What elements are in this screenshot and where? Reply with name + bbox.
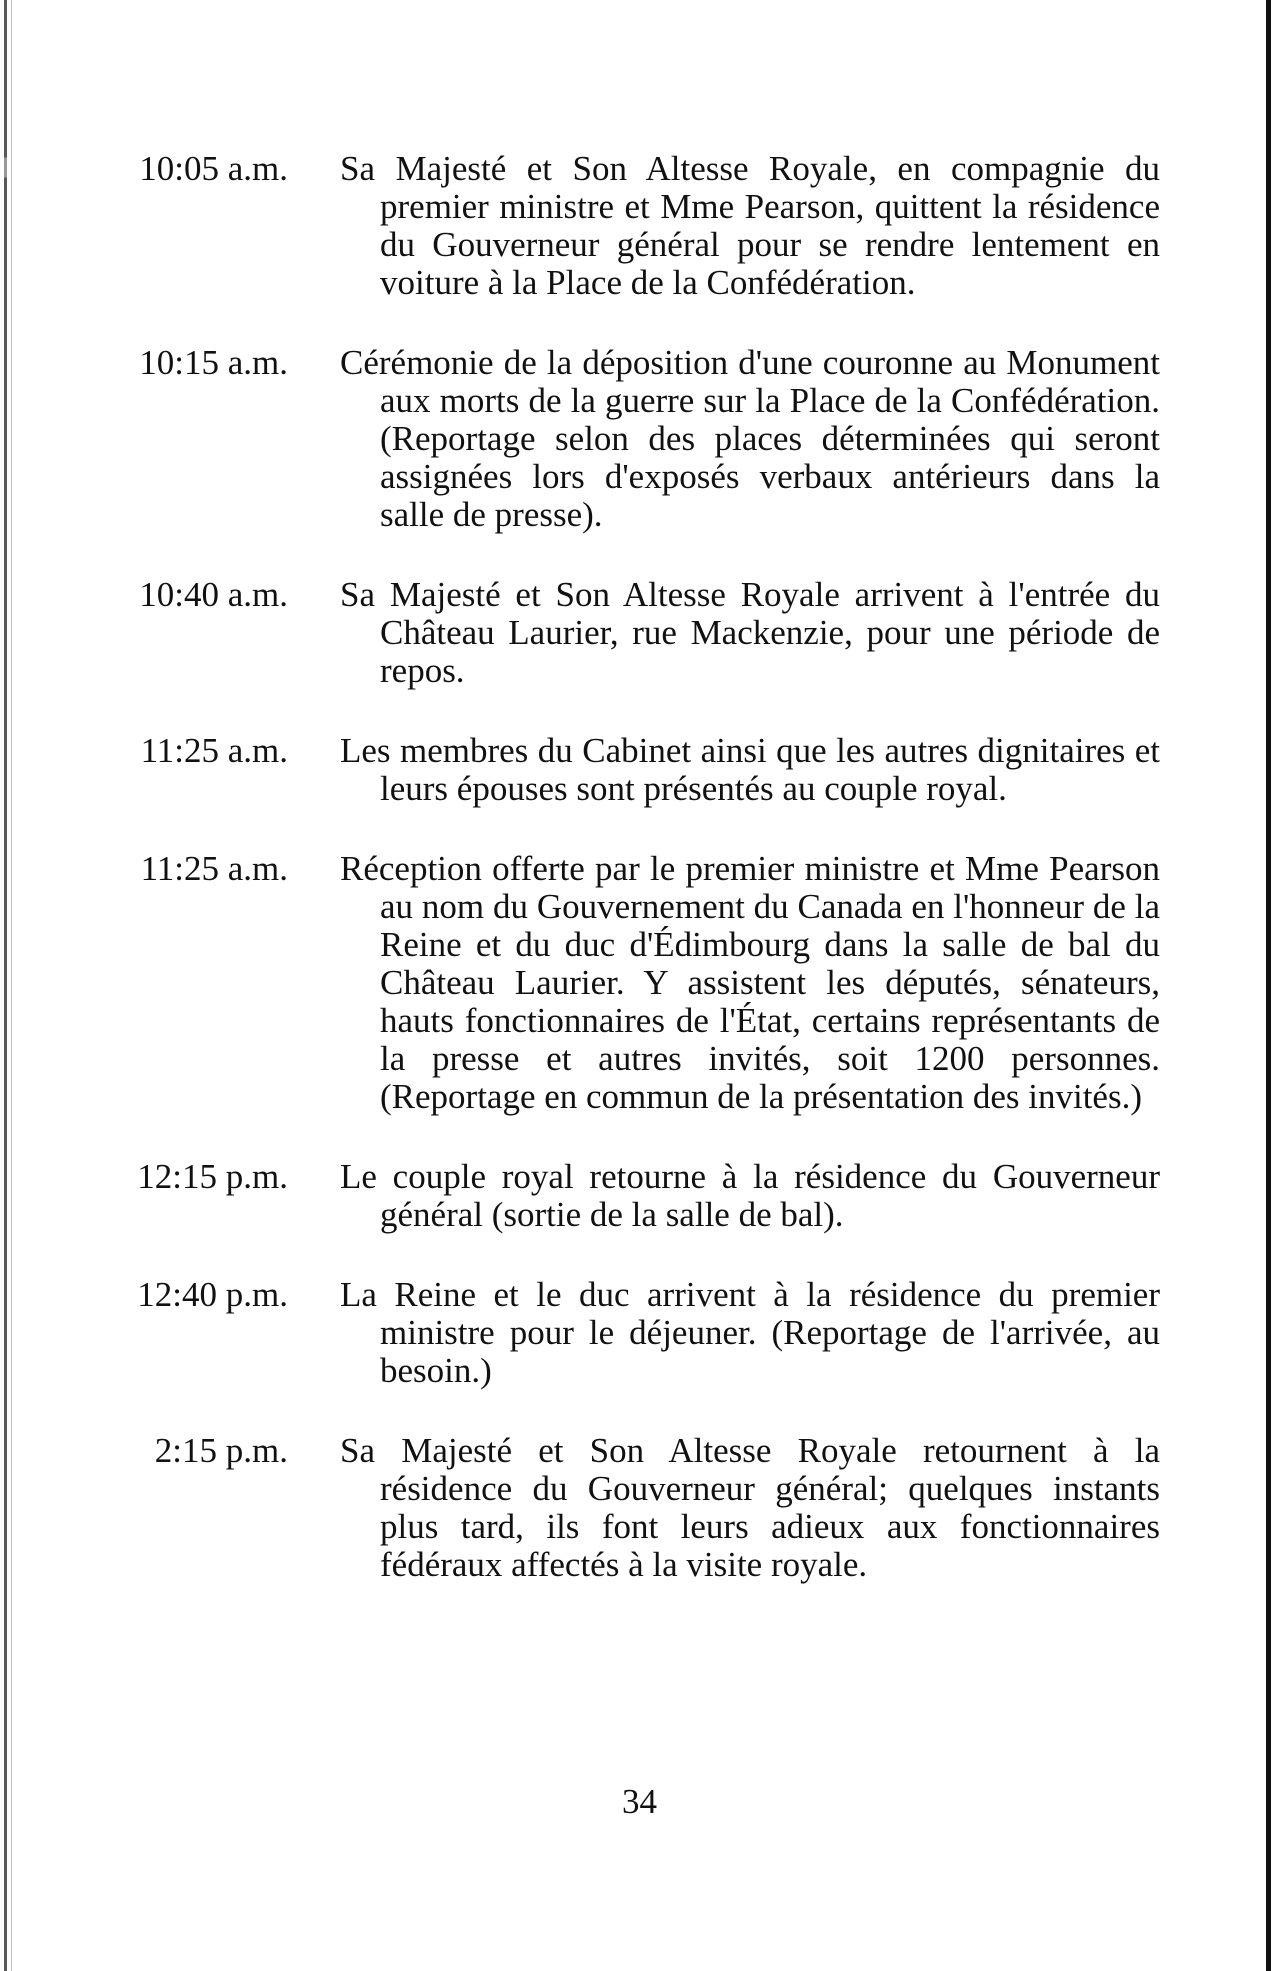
schedule-entry [130,1158,1160,1234]
schedule-entry [130,732,1160,808]
schedule-list [130,150,1160,1626]
left-scan-edge [4,0,7,1971]
entry-time: 12:40 p.m. [137,1275,288,1314]
schedule-entry [130,1276,1160,1390]
schedule-entry [130,1432,1160,1584]
entry-text: Sa Majesté et Son Altesse Royale retournent à la résidence du Gouverneur général; quelques instants plus tard, ils font leurs adieux aux fonctionnaires fédéraux affectés à la visite royale. [340,1431,1160,1584]
entry-text: Cérémonie de la déposition d'une couronne au Monument aux morts de la guerre sur la Place de la Confédération. (Reportage selon des places déterminées qui seront assignées lors d'exposés verbaux antérieurs dans la salle de presse). [340,343,1160,534]
entry-time: 10:05 a.m. [139,149,288,188]
entry-text: Les membres du Cabinet ainsi que les autres dignitaires et leurs épouses sont présentés au couple royal. [340,731,1160,808]
entry-time: 10:40 a.m. [139,575,288,614]
entry-text: Sa Majesté et Son Altesse Royale, en compagnie du premier ministre et Mme Pearson, quittent la résidence du Gouverneur général pour se rendre lentement en voiture à la Place de la Confédération. [340,149,1160,302]
left-scan-edge-line [11,0,12,1971]
entry-text: Le couple royal retourne à la résidence du Gouverneur général (sortie de la salle de bal). [340,1157,1160,1234]
schedule-entry [130,576,1160,690]
entry-text: Sa Majesté et Son Altesse Royale arrivent à l'entrée du Château Laurier, rue Mackenzie, pour une période de repos. [340,575,1160,690]
schedule-entry [130,344,1160,534]
entry-text: Réception offerte par le premier ministre et Mme Pearson au nom du Gouvernement du Canada en l'honneur de la Reine et du duc d'Édimbourg dans la salle de bal du Château Laurier. Y assistent les députés, sénateurs, hauts fonctionnaires de l'État, certains représentants de la presse et autres invités, soit 1200 personnes. (Reportage en commun de la présentation des invités.) [340,849,1160,1116]
schedule-entry [130,150,1160,302]
entry-text: La Reine et le duc arrivent à la résidence du premier ministre pour le déjeuner. (Reportage de l'arrivée, au besoin.) [340,1275,1160,1390]
page-number: 34 [622,1782,657,1821]
entry-time: 11:25 a.m. [140,731,288,770]
entry-time: 10:15 a.m. [139,343,288,382]
entry-time: 11:25 a.m. [140,849,288,888]
right-scan-edge [1266,0,1271,1971]
entry-time: 2:15 p.m. [154,1431,288,1470]
schedule-entry [130,850,1160,1116]
entry-time: 12:15 p.m. [137,1157,288,1196]
